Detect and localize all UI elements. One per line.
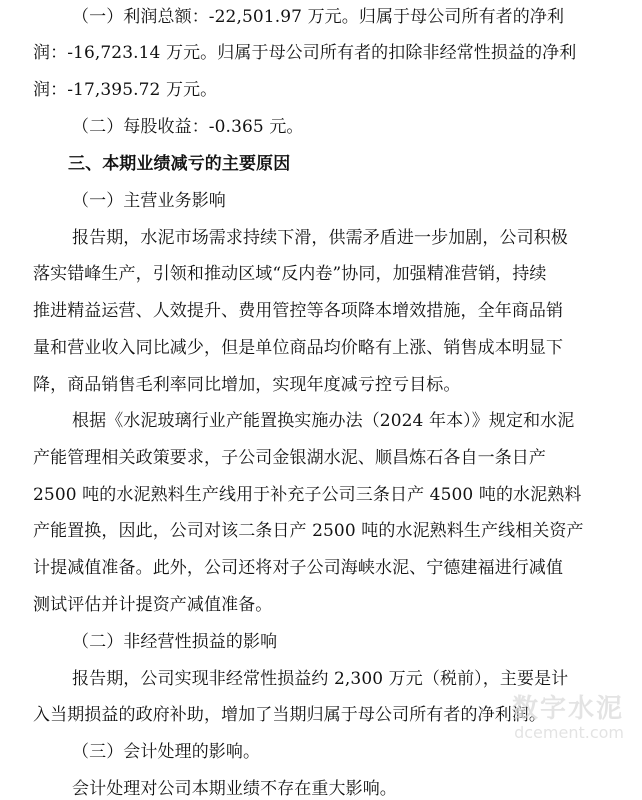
text-line: 2500 吨的水泥熟料生产线用于补充子公司三条日产 4500 吨的水泥熟料 [33, 485, 582, 505]
text-line: 量和营业收入同比减少，但是单位商品均价略有上涨、销售成本明显下 [33, 338, 564, 358]
subsection-heading: （三）会计处理的影响。 [72, 742, 261, 762]
text-line: 根据《水泥玻璃行业产能置换实施办法（2024 年本）》规定和水泥 [72, 411, 575, 431]
text-line: 产能置换，因此，公司对该二条日产 2500 吨的水泥熟料生产线相关资产 [33, 521, 584, 541]
text-line: 测试评估并计提资产减值准备。 [33, 595, 273, 615]
text-line: 润：-16,723.14 万元。归属于母公司所有者的扣除非经常性损益的净利 [33, 43, 577, 63]
watermark-title: 数字水泥 [511, 694, 624, 724]
text-line: 润：-17,395.72 万元。 [33, 80, 218, 100]
text-line: 会计处理对公司本期业绩不存在重大影响。 [72, 779, 397, 799]
text-line: 降，商品销售毛利率同比增加，实现年度减亏控亏目标。 [33, 375, 461, 395]
text-line: 入当期损益的政府补助，增加了当期归属于母公司所有者的净利润。 [33, 705, 546, 725]
text-line: 落实错峰生产，引领和推动区域“反内卷”协同，加强精准营销，持续 [33, 264, 547, 284]
subsection-heading: （一）主营业务影响 [72, 191, 226, 211]
subsection-heading: （二）非经营性损益的影响 [72, 632, 278, 652]
watermark-url: dcement.com [514, 723, 624, 742]
text-line: 报告期，水泥市场需求持续下滑，供需矛盾进一步加剧，公司积极 [72, 228, 568, 248]
text-line: （二）每股收益：-0.365 元。 [72, 117, 304, 137]
section-heading: 三、本期业绩减亏的主要原因 [68, 154, 291, 174]
text-line: 报告期，公司实现非经常性损益约 2,300 万元（税前），主要是计 [72, 669, 569, 689]
text-line: 推进精益运营、人效提升、费用管控等各项降本增效措施，全年商品销 [33, 301, 564, 321]
text-line: 产能管理相关政策要求，子公司金银湖水泥、顺昌炼石各自一条日产 [33, 448, 546, 468]
text-line: 计提减值准备。此外，公司还将对子公司海峡水泥、宁德建福进行减值 [33, 558, 564, 578]
text-line: （一）利润总额：-22,501.97 万元。归属于母公司所有者的净利 [72, 7, 565, 27]
